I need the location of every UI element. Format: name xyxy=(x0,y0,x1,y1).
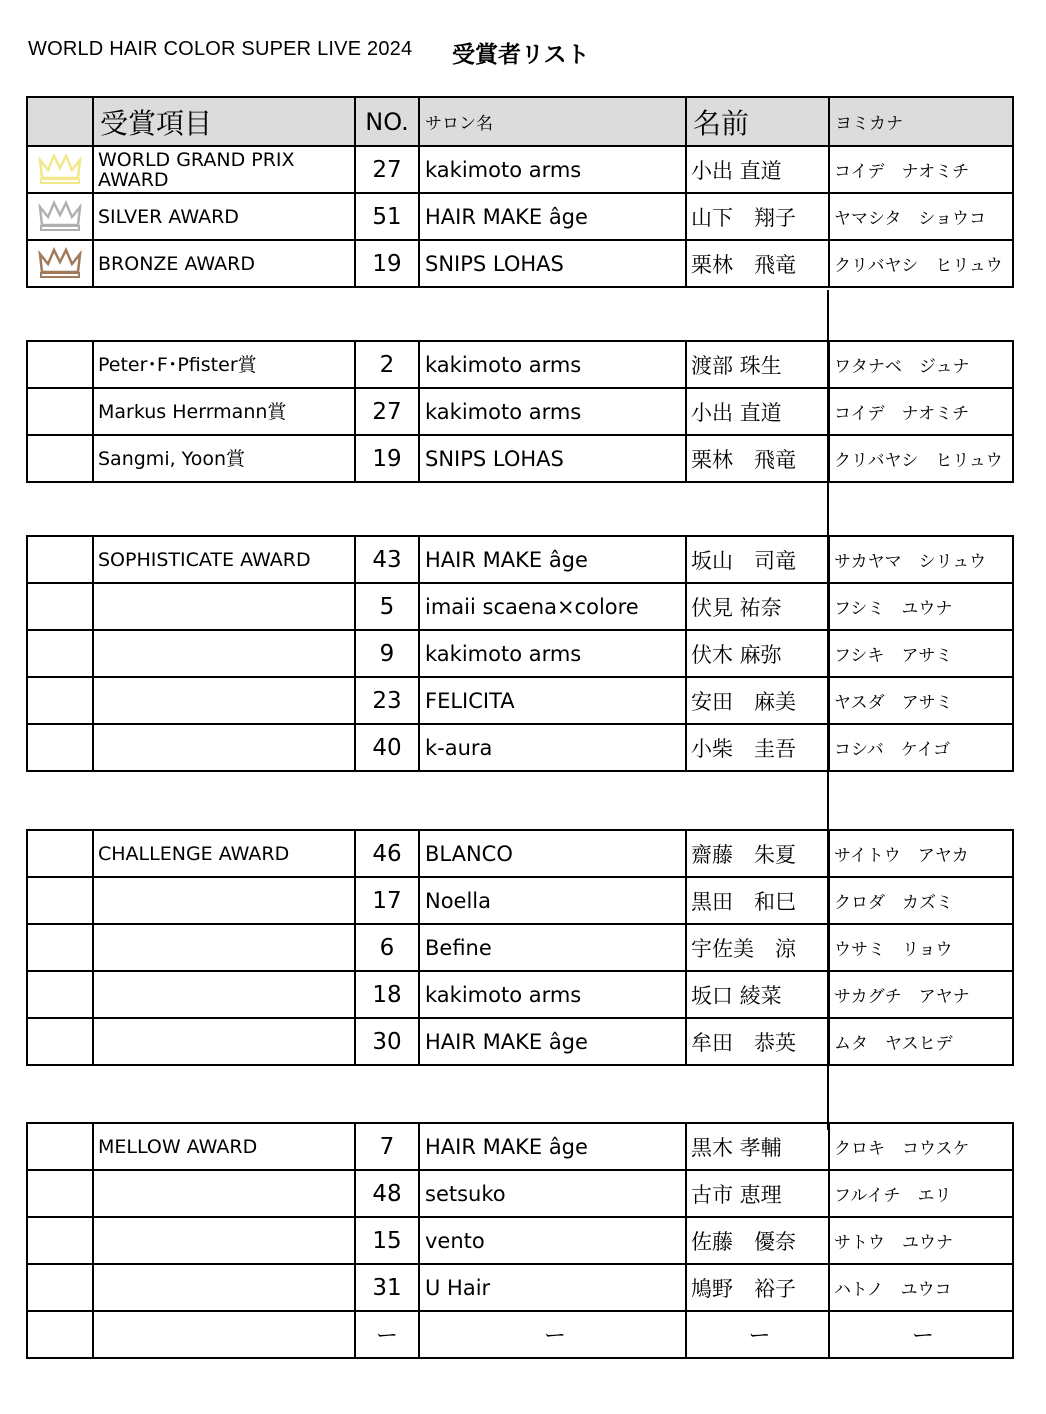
salon-name: HAIR MAKE âge xyxy=(419,1018,686,1065)
winner-kana: ヤスダ アサミ xyxy=(829,677,1013,724)
winner-kana: ワタナベ ジュナ xyxy=(829,341,1013,388)
award-row xyxy=(27,677,1013,724)
salon-name: FELICITA xyxy=(419,677,686,724)
award-name xyxy=(93,677,355,724)
winner-name: 佐藤 優奈 xyxy=(686,1217,829,1264)
entry-number: 18 xyxy=(355,971,419,1018)
award-row xyxy=(27,240,1013,287)
entry-number: 40 xyxy=(355,724,419,771)
entry-number: 27 xyxy=(355,146,419,193)
judge-awards-table xyxy=(26,340,1014,483)
winner-kana: クロダ カズミ xyxy=(829,877,1013,924)
entry-number: ー xyxy=(355,1311,419,1358)
salon-name: kakimoto arms xyxy=(419,971,686,1018)
winner-kana: サイトウ アヤカ xyxy=(829,830,1013,877)
award-name: BRONZE AWARD xyxy=(93,240,355,287)
award-row xyxy=(27,388,1013,435)
award-row xyxy=(27,146,1013,193)
winner-kana: サカグチ アヤナ xyxy=(829,971,1013,1018)
winner-name: 坂口 綾菜 xyxy=(686,971,829,1018)
award-name xyxy=(93,724,355,771)
list-title: 受賞者リスト xyxy=(452,42,590,68)
header-award: 受賞項目 xyxy=(93,97,355,146)
award-name xyxy=(93,971,355,1018)
award-row xyxy=(27,630,1013,677)
award-name xyxy=(93,1264,355,1311)
award-row xyxy=(27,830,1013,877)
award-row xyxy=(27,1123,1013,1170)
header-cell-icon xyxy=(27,97,93,146)
winner-name: 小柴 圭吾 xyxy=(686,724,829,771)
gold-crown-icon xyxy=(27,146,93,193)
winner-kana: ハトノ ユウコ xyxy=(829,1264,1013,1311)
salon-name: HAIR MAKE âge xyxy=(419,193,686,240)
salon-name: k-aura xyxy=(419,724,686,771)
salon-name: ー xyxy=(419,1311,686,1358)
entry-number: 27 xyxy=(355,388,419,435)
entry-number: 19 xyxy=(355,435,419,482)
winner-kana: クロキ コウスケ xyxy=(829,1123,1013,1170)
winner-kana: クリバヤシ ヒリュウ xyxy=(829,435,1013,482)
winner-name: 古市 恵理 xyxy=(686,1170,829,1217)
entry-number: 2 xyxy=(355,341,419,388)
entry-number: 46 xyxy=(355,830,419,877)
entry-number: 31 xyxy=(355,1264,419,1311)
salon-name: Noella xyxy=(419,877,686,924)
header-row xyxy=(27,97,1013,146)
salon-name: kakimoto arms xyxy=(419,388,686,435)
salon-name: setsuko xyxy=(419,1170,686,1217)
salon-name: kakimoto arms xyxy=(419,630,686,677)
award-name: Markus Herrmann賞 xyxy=(93,388,355,435)
winner-name: 黒木 孝輔 xyxy=(686,1123,829,1170)
silver-crown-icon xyxy=(27,193,93,240)
award-name: Sangmi, Yoon賞 xyxy=(93,435,355,482)
award-row xyxy=(27,1264,1013,1311)
award-name xyxy=(93,1170,355,1217)
salon-name: SNIPS LOHAS xyxy=(419,435,686,482)
entry-number: 30 xyxy=(355,1018,419,1065)
winner-kana: サトウ ユウナ xyxy=(829,1217,1013,1264)
award-row xyxy=(27,1170,1013,1217)
entry-number: 51 xyxy=(355,193,419,240)
award-row xyxy=(27,877,1013,924)
winner-kana: サカヤマ シリュウ xyxy=(829,536,1013,583)
winner-kana: フシミ ユウナ xyxy=(829,583,1013,630)
top-awards-table xyxy=(26,96,1014,288)
salon-name: U Hair xyxy=(419,1264,686,1311)
award-name xyxy=(93,630,355,677)
entry-number: 6 xyxy=(355,924,419,971)
header-name: 名前 xyxy=(686,97,829,146)
award-row xyxy=(27,1311,1013,1358)
winner-name: 安田 麻美 xyxy=(686,677,829,724)
event-title: WORLD HAIR COLOR SUPER LIVE 2024 xyxy=(28,38,413,60)
award-name: WORLD GRAND PRIX AWARD xyxy=(93,146,355,193)
award-name xyxy=(93,1311,355,1358)
award-row xyxy=(27,924,1013,971)
salon-name: Befine xyxy=(419,924,686,971)
award-name: SILVER AWARD xyxy=(93,193,355,240)
award-row xyxy=(27,971,1013,1018)
award-row xyxy=(27,193,1013,240)
winner-name: 牟田 恭英 xyxy=(686,1018,829,1065)
winner-name: 伏木 麻弥 xyxy=(686,630,829,677)
winner-kana: フシキ アサミ xyxy=(829,630,1013,677)
salon-name: SNIPS LOHAS xyxy=(419,240,686,287)
winner-kana: ムタ ヤスヒデ xyxy=(829,1018,1013,1065)
winner-kana: コイデ ナオミチ xyxy=(829,146,1013,193)
winner-name: 渡部 珠生 xyxy=(686,341,829,388)
winner-kana: コシバ ケイゴ xyxy=(829,724,1013,771)
entry-number: 9 xyxy=(355,630,419,677)
challenge-award-table xyxy=(26,829,1014,1066)
header-salon: サロン名 xyxy=(419,97,686,146)
winner-name: 黒田 和巳 xyxy=(686,877,829,924)
award-name xyxy=(93,1217,355,1264)
entry-number: 15 xyxy=(355,1217,419,1264)
winner-kana: ヤマシタ ショウコ xyxy=(829,193,1013,240)
entry-number: 5 xyxy=(355,583,419,630)
award-row xyxy=(27,724,1013,771)
salon-name: BLANCO xyxy=(419,830,686,877)
winner-name: ー xyxy=(686,1311,829,1358)
salon-name: kakimoto arms xyxy=(419,341,686,388)
award-name xyxy=(93,583,355,630)
winner-name: 齋藤 朱夏 xyxy=(686,830,829,877)
award-row xyxy=(27,341,1013,388)
award-name: SOPHISTICATE AWARD xyxy=(93,536,355,583)
sophisticate-award-table xyxy=(26,535,1014,772)
award-row xyxy=(27,583,1013,630)
salon-name: HAIR MAKE âge xyxy=(419,536,686,583)
bronze-crown-icon xyxy=(27,240,93,287)
award-name xyxy=(93,924,355,971)
salon-name: HAIR MAKE âge xyxy=(419,1123,686,1170)
award-row xyxy=(27,435,1013,482)
winner-name: 栗林 飛竜 xyxy=(686,435,829,482)
header-kana: ヨミカナ xyxy=(829,97,1013,146)
winner-name: 栗林 飛竜 xyxy=(686,240,829,287)
entry-number: 7 xyxy=(355,1123,419,1170)
entry-number: 48 xyxy=(355,1170,419,1217)
winner-name: 坂山 司竜 xyxy=(686,536,829,583)
award-row xyxy=(27,536,1013,583)
entry-number: 23 xyxy=(355,677,419,724)
winner-name: 宇佐美 涼 xyxy=(686,924,829,971)
award-row xyxy=(27,1018,1013,1065)
winner-kana: フルイチ エリ xyxy=(829,1170,1013,1217)
entry-number: 17 xyxy=(355,877,419,924)
entry-number: 19 xyxy=(355,240,419,287)
winner-name: 鳩野 裕子 xyxy=(686,1264,829,1311)
winner-kana: コイデ ナオミチ xyxy=(829,388,1013,435)
award-name: MELLOW AWARD xyxy=(93,1123,355,1170)
award-name: CHALLENGE AWARD xyxy=(93,830,355,877)
award-name: Peter･F･Pfister賞 xyxy=(93,341,355,388)
winner-kana: ー xyxy=(829,1311,1013,1358)
entry-number: 43 xyxy=(355,536,419,583)
winner-name: 伏見 祐奈 xyxy=(686,583,829,630)
award-name xyxy=(93,877,355,924)
award-row xyxy=(27,1217,1013,1264)
winner-name: 小出 直道 xyxy=(686,388,829,435)
header-no: NO. xyxy=(355,97,419,146)
salon-name: vento xyxy=(419,1217,686,1264)
salon-name: imaii scaena×colore xyxy=(419,583,686,630)
winner-kana: ウサミ リョウ xyxy=(829,924,1013,971)
mellow-award-table xyxy=(26,1122,1014,1359)
winner-name: 山下 翔子 xyxy=(686,193,829,240)
award-name xyxy=(93,1018,355,1065)
winner-kana: クリバヤシ ヒリュウ xyxy=(829,240,1013,287)
salon-name: kakimoto arms xyxy=(419,146,686,193)
winner-name: 小出 直道 xyxy=(686,146,829,193)
